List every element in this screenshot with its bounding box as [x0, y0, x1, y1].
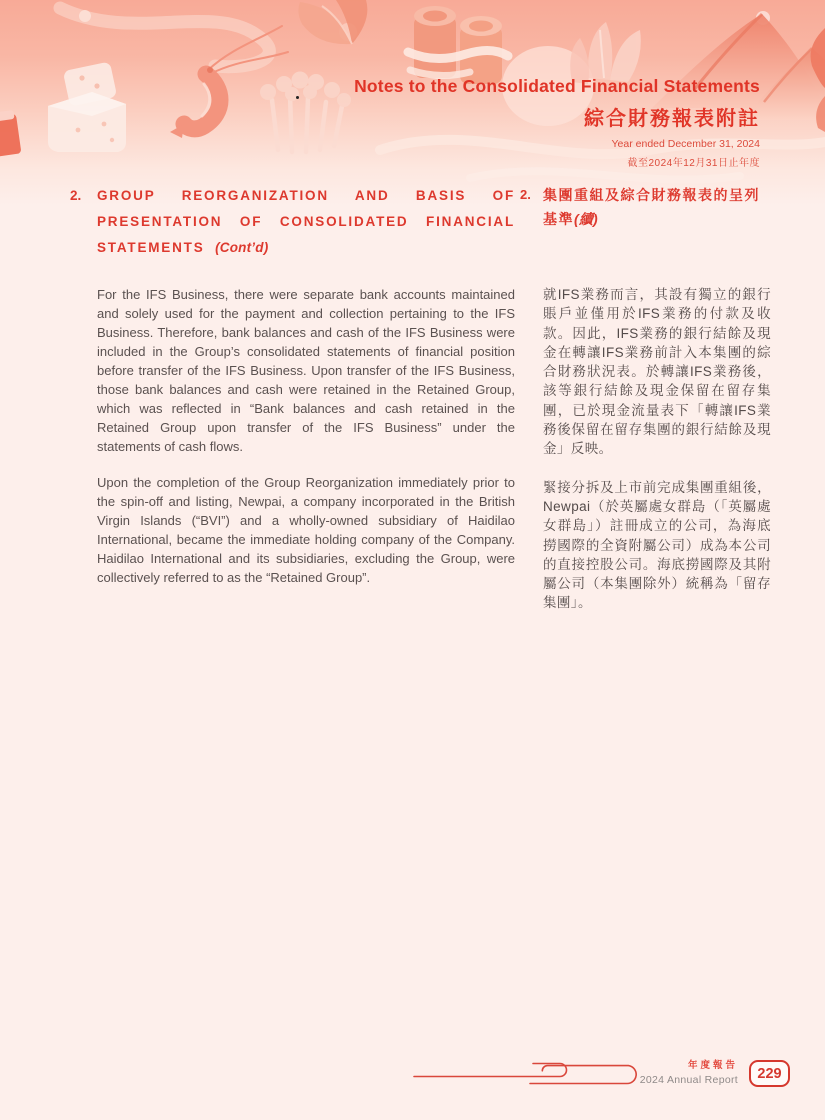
stray-dot [296, 96, 299, 99]
section-heading-zh-text: 集團重組及綜合財務報表的呈列基準 [543, 187, 760, 227]
title-english: Notes to the Consolidated Financial Statements [354, 76, 760, 96]
section-number-zh: 2. [520, 187, 531, 202]
section-heading-en-text: GROUP REORGANIZATION AND BASIS OF PRESENTATION OF CONSOLIDATED FINANCIAL STATEMENTS [97, 188, 515, 255]
body-chinese [543, 261, 771, 632]
leaf-illustration [298, 0, 367, 44]
spacer [70, 261, 97, 632]
paragraph-zh-2: 緊接分拆及上市前完成集團重組後，Newpai（於英屬處女群島（「英屬處女群島」）註冊成立的公司，為海底撈國際的全資附屬公司）成為本公司的直接控股公司。海底撈國際及其附屬公司（本集團除外）統稱為「留存集團」。 [543, 479, 771, 611]
section-heading-zh [543, 183, 771, 261]
section-heading-en [97, 183, 515, 261]
cloud-swirl-motif [470, 171, 740, 179]
beef-roll-illustration [408, 6, 508, 84]
section-heading-zh-contd: (續) [574, 211, 598, 227]
bokchoy-illustration [570, 22, 641, 84]
body-english [97, 261, 515, 632]
footer-report [640, 1057, 738, 1086]
page-header [0, 76, 760, 169]
footer-report-zh: 年度報告 [687, 1060, 738, 1071]
period-chinese: 截至2024年12月31日止年度 [627, 158, 760, 169]
steam-ribbon [60, 8, 269, 67]
period-english: Year ended December 31, 2024 [611, 138, 760, 150]
paragraph-en-1: For the IFS Business, there were separate bank accounts maintained and solely used for the payment and collection pertaining to the IFS Business. Therefore, bank balances and cash of the IFS Business were included in the Group’s consolidated statements of financial position before transfer of the IFS Business. Upon transfer of the IFS Business, those bank balances and cash were retained in the Retained Group, which was reflected in “Bank balances and cash retained in the Retained Group upon transfer of the IFS Business” under the statements of cash flows. [97, 287, 515, 454]
cloud-swirl-motif [413, 1056, 665, 1090]
section-heading-en-contd: (Cont’d) [215, 240, 269, 255]
paragraph-zh-1: 就IFS業務而言，其設有獨立的銀行賬戶並僅用於IFS業務的付款及收款。因此，IFS業務的銀行結餘及現金在轉讓IFS業務前計入本集團的綜合財務狀況表。於轉讓IFS業務後，該等銀行結餘及現金保留在留存集團，已於現金流量表下「轉讓IFS業務後保留在留存集團的銀行結餘及現金」反映。 [543, 287, 771, 457]
section-number-en: 2. [70, 188, 82, 203]
footer-report-en: 2024 Annual Report [639, 1074, 738, 1086]
page-number-badge: 229 [749, 1060, 790, 1087]
title-chinese: 綜合財務報表附註 [584, 108, 760, 130]
bubble-icon [79, 10, 91, 22]
note-section [70, 183, 771, 632]
spacer [515, 261, 543, 632]
paragraph-en-2: Upon the completion of the Group Reorganization immediately prior to the spin-off and listing, Newpai, a company incorporated in the British Virgin Islands (“BVI”) and a wholly-owned subsidiary of Haidilao International, became the immediate holding company of the Company. Haidilao International and its subsidiaries, excluding the Group, were collectively referred to as the “Retained Group”. [97, 475, 515, 585]
